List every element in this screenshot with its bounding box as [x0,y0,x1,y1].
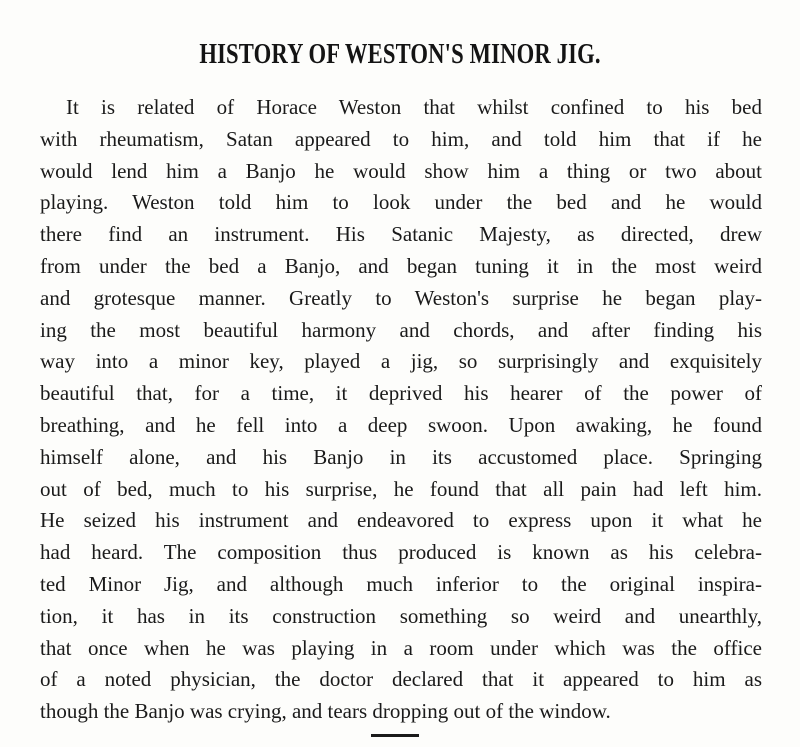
text-line: tion, it has in its construction something so weird and unearthly, [40,603,762,628]
text-line: playing. Weston told him to look under the bed and he would [40,190,762,215]
text-line: that once when he was playing in a room under which was the office [40,635,762,660]
text-line: ing the most beautiful harmony and chords, and after finding his [40,317,762,342]
text-line: would lend him a Banjo he would show him a thing or two about [40,158,762,183]
text-line: from under the bed a Banjo, and began tuning it in the most weird [40,253,762,278]
text-line: way into a minor key, played a jig, so surprisingly and exquisitely [40,349,762,374]
text-line: though the Banjo was crying, and tears dropping out of the window. [40,699,611,724]
text-line: of a noted physician, the doctor declared that it appeared to him as [40,667,762,692]
article-title: HISTORY OF WESTON'S MINOR JIG. [199,38,601,70]
text-line: had heard. The composition thus produced is known as his celebra- [40,540,762,565]
text-line: breathing, and he fell into a deep swoon. Upon awaking, he found [40,412,762,437]
article-body [40,92,762,728]
end-rule-divider [371,734,419,737]
text-line: out of bed, much to his surprise, he found that all pain had left him. [40,476,762,501]
text-line: It is related of Horace Weston that whilst confined to his bed [66,95,762,119]
text-line: and grotesque manner. Greatly to Weston's surprise he began play- [40,285,762,310]
text-line: there find an instrument. His Satanic Majesty, as directed, drew [40,222,762,247]
text-line: beautiful that, for a time, it deprived his hearer of the power of [40,381,762,406]
text-line: himself alone, and his Banjo in its accustomed place. Springing [40,444,762,469]
text-line: ted Minor Jig, and although much inferior to the original inspira- [40,571,762,596]
text-line: with rheumatism, Satan appeared to him, and told him that if he [40,126,762,151]
text-line: He seized his instrument and endeavored to express upon it what he [40,508,762,533]
